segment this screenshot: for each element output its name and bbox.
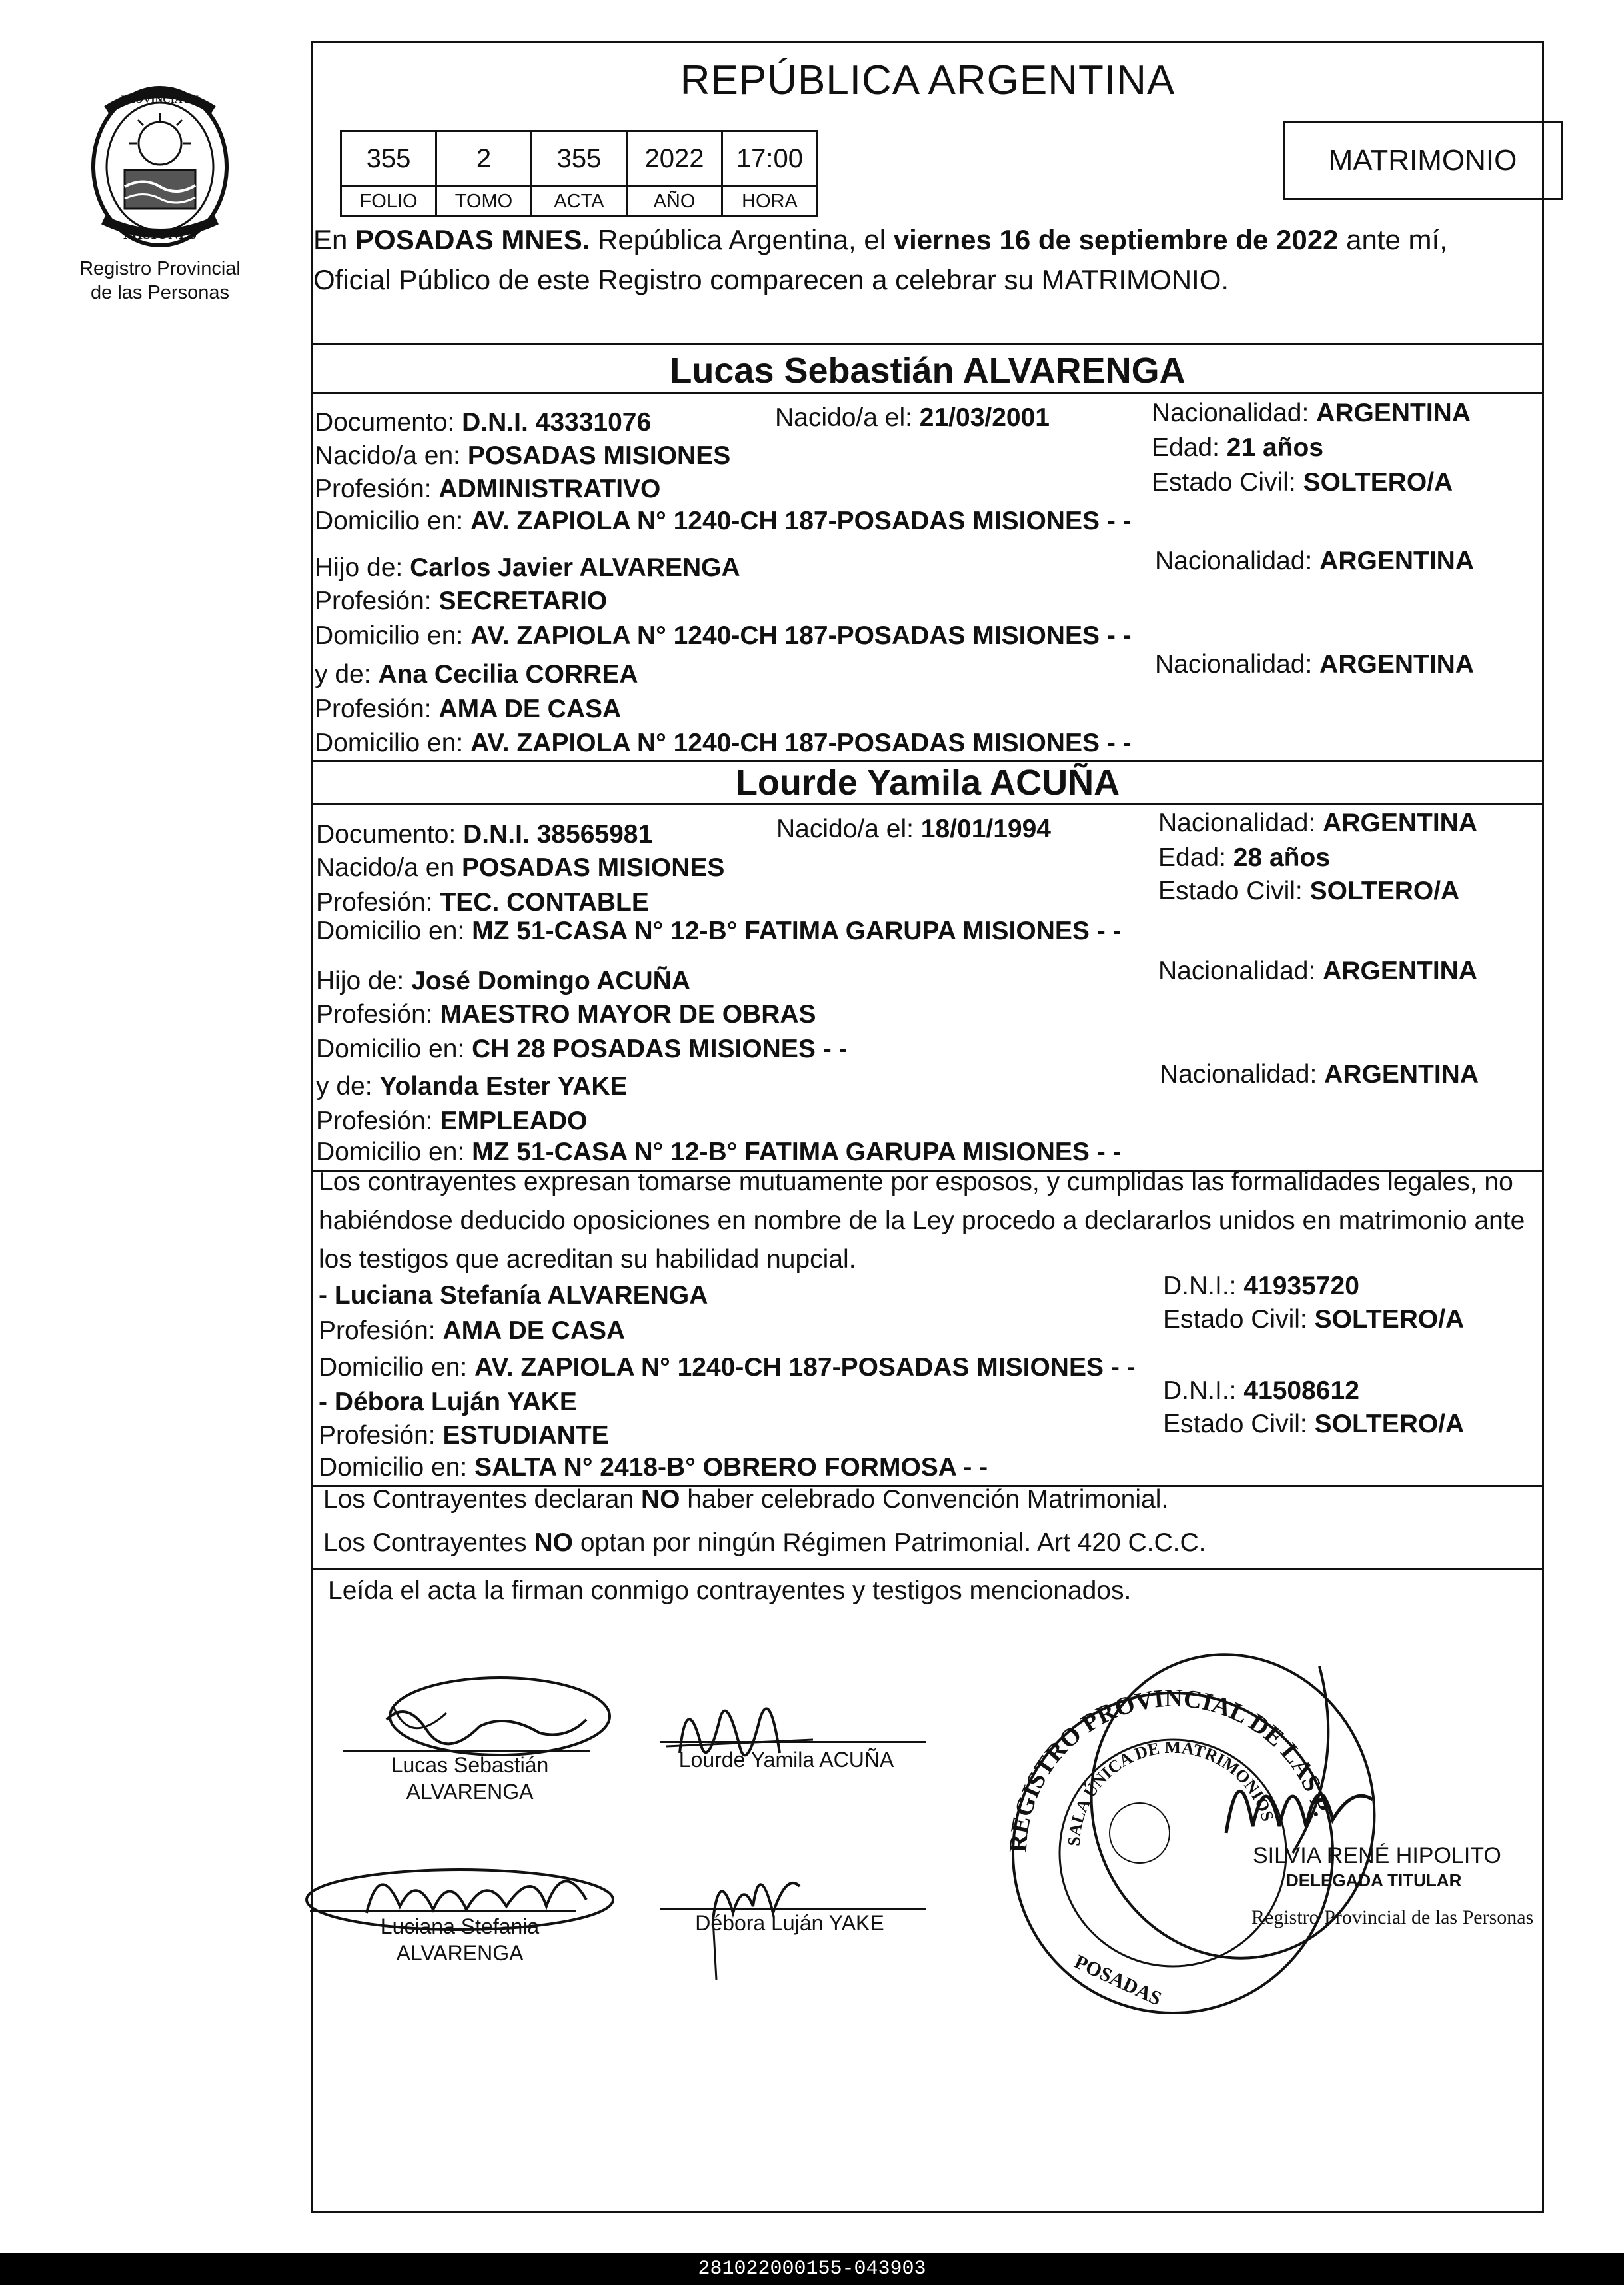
contrayente1-madre: Ana Cecilia CORREA — [378, 660, 638, 689]
declaracion-line1: Los contrayentes expresan tomarse mutuamente por esposos, y cumplidas las formalidades legales, no — [319, 1168, 1513, 1196]
official-role: DELEGADA TITULAR — [1286, 1870, 1462, 1890]
tomo-value: 2 — [436, 131, 532, 187]
contrayente2-madre-domicilio: MZ 51-CASA N° 12-B° FATIMA GARUPA MISIONES - - — [472, 1138, 1122, 1166]
testigo1-name: - Luciana Stefanía ALVARENGA — [319, 1281, 708, 1310]
act-reference-table — [340, 130, 818, 217]
contrayente1-nacido-en: POSADAS MISIONES — [467, 441, 731, 470]
declaracion-paragraph — [319, 1163, 1578, 1279]
intro-date: viernes 16 de septiembre de 2022 — [893, 224, 1339, 255]
contrayente1-edad: 21 años — [1226, 433, 1324, 462]
testigo1-profesion: AMA DE CASA — [442, 1316, 626, 1345]
contrayente2-nacionalidad: ARGENTINA — [1323, 809, 1478, 837]
divider — [311, 392, 1544, 394]
testigo2-name: - Débora Luján YAKE — [319, 1388, 577, 1416]
anio-label: AÑO — [627, 187, 722, 217]
firma-debora: Débora Luján YAKE — [695, 1911, 884, 1935]
contrayente2-padre: José Domingo ACUÑA — [411, 967, 690, 995]
contrayente2-estado-civil: SOLTERO/A — [1309, 877, 1460, 905]
contrayente1-madre-nacionalidad: ARGENTINA — [1319, 650, 1475, 679]
seal-bottom-text: MISIONES — [123, 225, 197, 242]
contrayente1-padre: Carlos Javier ALVARENGA — [410, 553, 740, 582]
contrayente1-padre-profesion: SECRETARIO — [438, 587, 608, 615]
stamp-bottom-text: POSADAS — [1071, 1950, 1165, 2010]
testigo2-dni: 41508612 — [1243, 1376, 1359, 1405]
country-title: REPÚBLICA ARGENTINA — [680, 57, 1176, 103]
contrayente1-domicilio: AV. ZAPIOLA N° 1240-CH 187-POSADAS MISIONES - - — [470, 507, 1132, 535]
testigo1-domicilio: AV. ZAPIOLA N° 1240-CH 187-POSADAS MISIONES - - — [474, 1353, 1136, 1382]
convencion-line2: Los Contrayentes NO optan por ningún Régimen Patrimonial. Art 420 C.C.C. — [323, 1528, 1206, 1557]
contrayente2-nacido-en: POSADAS MISIONES — [461, 853, 725, 882]
contrayente1-madre-profesion: AMA DE CASA — [438, 695, 622, 723]
firma-lucas-line2: ALVARENGA — [406, 1780, 534, 1804]
declaracion-line2: habiéndose deducido oposiciones en nombre de la Ley procedo a declararlos unidos en matrimonio ante — [319, 1206, 1525, 1235]
contrayente2-nacido-el: 18/01/1994 — [920, 815, 1051, 843]
intro-line1: En POSADAS MNES. República Argentina, el viernes 16 de septiembre de 2022 ante mí, — [313, 224, 1447, 255]
document-id-bar: 281022000155-043903 — [0, 2253, 1624, 2285]
intro-line2: Oficial Público de este Registro comparecen a celebrar su MATRIMONIO. — [313, 264, 1229, 295]
stamp-inner-text: SALA ÚNICA DE MATRIMONIOS — [1064, 1737, 1278, 1847]
seal-top-text: PROVINCIA DE — [121, 94, 199, 105]
contrayente1-padre-domicilio: AV. ZAPIOLA N° 1240-CH 187-POSADAS MISIONES - - — [470, 621, 1132, 650]
divider — [311, 803, 1544, 805]
testigo2-profesion: ESTUDIANTE — [442, 1421, 609, 1450]
contrayente2-padre-domicilio: CH 28 POSADAS MISIONES - - — [472, 1035, 848, 1063]
acta-label: ACTA — [532, 187, 627, 217]
intro-place: POSADAS MNES. — [355, 224, 590, 255]
acta-value: 355 — [532, 131, 627, 187]
contrayente2-padre-profesion: MAESTRO MAYOR DE OBRAS — [440, 1000, 816, 1029]
signature-line — [310, 1910, 576, 1912]
testigo1-estado-civil: SOLTERO/A — [1314, 1305, 1465, 1334]
folio-label: FOLIO — [341, 187, 436, 217]
contrayente2-madre: Yolanda Ester YAKE — [379, 1072, 628, 1101]
registry-label-line1: Registro Provincial — [79, 258, 241, 279]
cierre-text: Leída el acta la firman conmigo contrayentes y testigos mencionados. — [328, 1576, 1132, 1605]
contrayente1-profesion: ADMINISTRATIVO — [438, 475, 661, 503]
firma-luciana-line2: ALVARENGA — [396, 1941, 524, 1965]
testigo2-estado-civil: SOLTERO/A — [1314, 1410, 1465, 1438]
contrayente2-name: Lourde Yamila ACUÑA — [735, 763, 1120, 803]
hora-label: HORA — [722, 187, 818, 217]
contrayente2-domicilio: MZ 51-CASA N° 12-B° FATIMA GARUPA MISIONES - - — [472, 917, 1122, 945]
official-stamp — [946, 1633, 1413, 2033]
contrayente2-documento: D.N.I. 38565981 — [463, 820, 653, 849]
contrayente2-edad: 28 años — [1233, 843, 1331, 872]
contrayente2-profesion: TEC. CONTABLE — [440, 888, 649, 917]
contrayente2-madre-profesion: EMPLEADO — [440, 1107, 588, 1135]
firma-lucas-line1: Lucas Sebastián — [391, 1753, 549, 1777]
misiones-seal-icon — [83, 80, 237, 253]
contrayente1-documento: D.N.I. 43331076 — [462, 408, 652, 437]
contrayente2-madre-nacionalidad: ARGENTINA — [1324, 1060, 1479, 1089]
signature-line — [660, 1741, 926, 1743]
testigo1-dni: 41935720 — [1243, 1272, 1359, 1300]
stamp-outer-text: REGISTRO PROVINCIAL DE LAS P. — [1004, 1684, 1337, 1854]
testigo2-domicilio: SALTA N° 2418-B° OBRERO FORMOSA - - — [474, 1453, 988, 1482]
contrayente1-padre-nacionalidad: ARGENTINA — [1319, 547, 1475, 575]
registry-seal — [73, 80, 247, 305]
intro-paragraph — [313, 220, 1539, 300]
tomo-label: TOMO — [436, 187, 532, 217]
divider — [311, 343, 1544, 345]
declaracion-line3: los testigos que acreditan su habilidad nupcial. — [319, 1245, 856, 1274]
contrayente1-nacido-el: 21/03/2001 — [919, 403, 1050, 432]
act-type-box: MATRIMONIO — [1283, 121, 1563, 200]
folio-value: 355 — [341, 131, 436, 187]
contrayente1-nacionalidad: ARGENTINA — [1316, 399, 1471, 427]
contrayente2-padre-nacionalidad: ARGENTINA — [1323, 957, 1478, 985]
contrayente1-estado-civil: SOLTERO/A — [1303, 468, 1453, 497]
official-office: Registro Provincial de las Personas — [1251, 1906, 1534, 1928]
registry-label-line2: de las Personas — [91, 282, 229, 303]
firma-luciana-line1: Luciana Stefania — [380, 1914, 540, 1938]
divider — [311, 1568, 1544, 1570]
contrayente1-name: Lucas Sebastián ALVARENGA — [670, 351, 1186, 391]
anio-value: 2022 — [627, 131, 722, 187]
firma-lourde: Lourde Yamila ACUÑA — [678, 1748, 894, 1772]
hora-value: 17:00 — [722, 131, 818, 187]
convencion-line1: Los Contrayentes declaran NO haber celebrado Convención Matrimonial. — [323, 1485, 1169, 1514]
contrayente1-madre-domicilio: AV. ZAPIOLA N° 1240-CH 187-POSADAS MISIONES - - — [470, 729, 1132, 757]
official-name: SILVIA RENÉ HIPOLITO — [1253, 1843, 1501, 1868]
